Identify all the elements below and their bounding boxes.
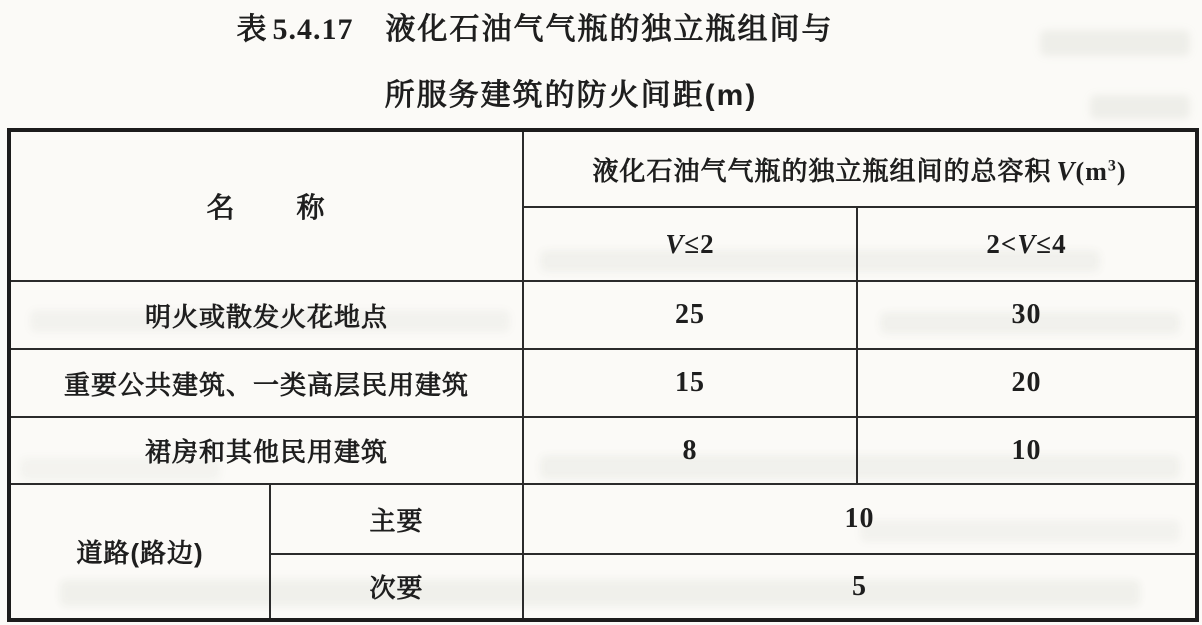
table-title-text: 液化石油气气瓶的独立瓶组间与 — [385, 13, 834, 46]
row-name-road-roadside: 道路(路边) — [9, 484, 270, 620]
fire-separation-table — [7, 128, 1199, 622]
distance-value: 5 — [523, 554, 1197, 620]
road-sub-label-main: 主要 — [270, 484, 523, 554]
column-header-2-lt-v-le-4: 2<V≤4 — [857, 207, 1197, 281]
distance-value: 20 — [857, 349, 1197, 417]
distance-value: 8 — [523, 417, 857, 484]
column-header-v-le-2: V≤2 — [523, 207, 857, 281]
row-name-important-public-buildings: 重要公共建筑、一类高层民用建筑 — [9, 349, 523, 417]
header-row-1 — [9, 130, 1197, 207]
table-row — [9, 349, 1197, 417]
table-row — [9, 417, 1197, 484]
column-header-total-volume — [523, 130, 1197, 207]
row-name-podium-other-civil-buildings: 裙房和其他民用建筑 — [9, 417, 523, 484]
volume-header-text: 液化石油气气瓶的独立瓶组间的总容积 — [592, 155, 1052, 186]
road-sub-label-secondary: 次要 — [270, 554, 523, 620]
table-row — [9, 484, 1197, 554]
distance-value: 30 — [857, 281, 1197, 349]
table-number: 5.4.17 — [272, 13, 354, 46]
table-title-line1 — [0, 4, 1136, 48]
document-title-block — [0, 4, 1202, 114]
column-header-name: 名 称 — [9, 130, 523, 281]
distance-value: 10 — [857, 417, 1197, 484]
table-title-prefix: 表 — [236, 13, 269, 46]
table-title-line2: 所服务建筑的防火间距(m) — [384, 79, 758, 112]
distance-value: 10 — [523, 484, 1197, 554]
volume-variable: V — [1056, 155, 1076, 186]
distance-value: 25 — [523, 281, 857, 349]
distance-value: 15 — [523, 349, 857, 417]
table-row — [9, 281, 1197, 349]
row-name-open-flame: 明火或散发火花地点 — [9, 281, 523, 349]
volume-unit: $(m^3)$ — [1075, 156, 1127, 186]
